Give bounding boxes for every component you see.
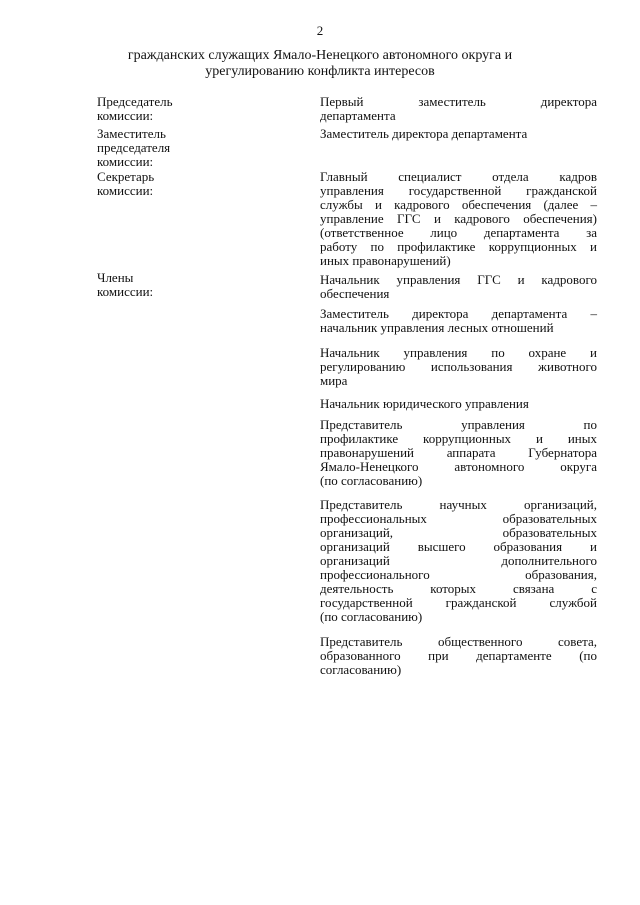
header-line-1: гражданских служащих Ямало-Ненецкого автономного округа и [127,48,513,63]
entry-head-wildlife [320,346,597,388]
entry-line: организаций высшего образования и [320,539,597,554]
entry-head-legal [320,397,597,411]
entry-line: иных правонарушений) [320,253,451,268]
role-deputy-chair [97,127,277,169]
entry-line: Представитель научных организаций, [320,497,597,512]
entry-line: профессионального образования, [320,567,597,582]
entry-line: работу по профилактике коррупционных и [320,239,597,254]
entry-line: Заместитель директора департамента – [320,306,597,321]
entry-line: государственной гражданской службой [320,595,597,610]
entry-line: обеспечения [320,286,390,301]
entry-line: Заместитель директора департамента [320,126,528,141]
entry-line: управление ГГС и кадрового обеспечения) [320,211,597,226]
entry-line: профилактике коррупционных и иных [320,431,597,446]
entry-line: Первый заместитель директора [320,94,597,109]
entry-anticorruption-rep [320,418,597,488]
entry-line: Представитель общественного совета, [320,634,597,649]
entry-line: согласованию) [320,662,402,677]
entry-line: образованного при департаменте (по [320,648,597,663]
entry-science-education-rep [320,498,597,624]
role-members-line-2: комиссии: [97,284,154,299]
entry-line: Главный специалист отдела кадров [320,169,597,184]
role-secretary-line-2: комиссии: [97,183,154,198]
entry-line: Начальник юридического управления [320,396,529,411]
entry-line: Представитель управления по [320,417,597,432]
role-deputy-chair-line-2: председателя [97,140,171,155]
entry-line: (ответственное лицо департамента за [320,225,597,240]
role-secretary [97,170,277,198]
role-chair-line-1: Председатель [97,94,173,109]
entry-line: профессиональных образовательных [320,511,597,526]
entry-deputy-director [320,127,597,141]
entry-line: мира [320,373,348,388]
entry-line: (по согласованию) [320,473,423,488]
entry-line: департамента [320,108,396,123]
role-members-line-1: Члены [97,270,134,285]
role-deputy-chair-line-3: комиссии: [97,154,154,169]
entry-line: Начальник управления по охране и [320,345,597,360]
entry-line: начальник управления лесных отношений [320,320,554,335]
entry-line: управления государственной гражданской [320,183,597,198]
entry-line: регулированию использования животного [320,359,597,374]
entry-first-deputy-director [320,95,597,123]
entry-line: (по согласованию) [320,609,423,624]
entry-line: деятельность которых связана с [320,581,597,596]
role-chair-line-2: комиссии: [97,108,154,123]
entry-deputy-director-forest [320,307,597,335]
entry-chief-specialist [320,170,597,268]
entry-line: Начальник управления ГГС и кадрового [320,272,597,287]
entry-public-council-rep [320,635,597,677]
entry-head-ggs [320,273,597,301]
role-secretary-line-1: Секретарь [97,169,155,184]
page-number: 2 [316,23,324,38]
entry-line: Ямало-Ненецкого автономного округа [320,459,597,474]
entry-line: организаций дополнительного [320,553,597,568]
entry-line: службы и кадрового обеспечения (далее – [320,197,597,212]
role-members [97,271,277,299]
entry-line: правонарушений аппарата Губернатора [320,445,597,460]
role-deputy-chair-line-1: Заместитель [97,126,166,141]
entry-line: организаций, образовательных [320,525,597,540]
role-chair [97,95,277,123]
header-line-2: урегулированию конфликта интересов [205,64,435,79]
